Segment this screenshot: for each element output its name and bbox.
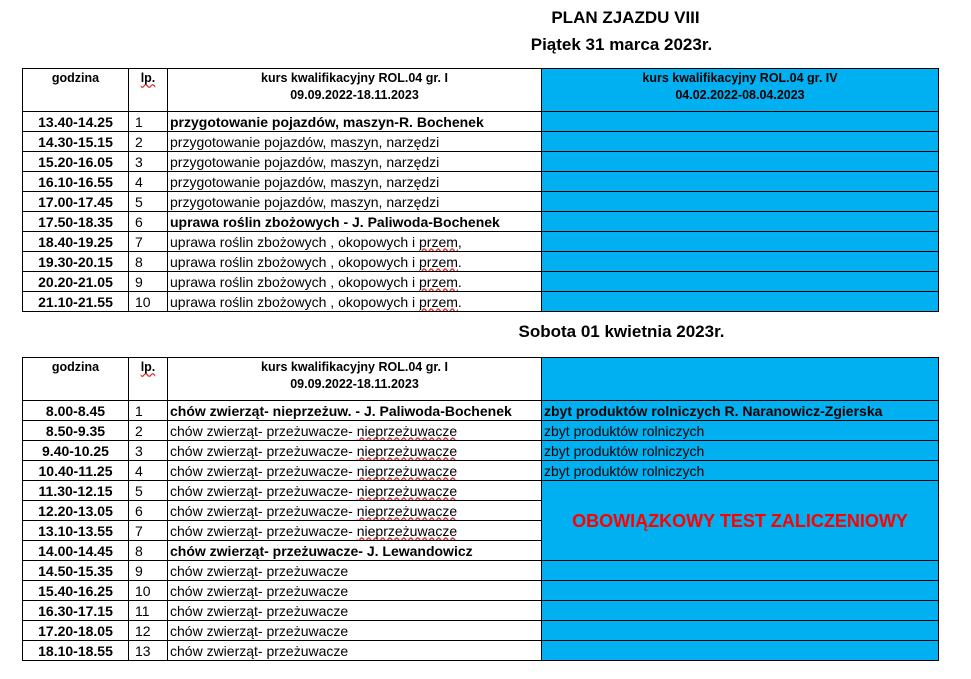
header-course-2 bbox=[542, 358, 939, 401]
group-iv-cell: zbyt produktów rolniczych bbox=[542, 441, 939, 461]
hour-cell: 12.20-13.05 bbox=[23, 501, 129, 521]
subject-cell: chów zwierząt- przeżuwacze bbox=[168, 621, 542, 641]
table-row bbox=[23, 441, 939, 461]
subject-cell: chów zwierząt- przeżuwacze bbox=[168, 641, 542, 661]
hour-cell: 21.10-21.55 bbox=[23, 292, 129, 312]
group-iv-cell bbox=[542, 581, 939, 601]
subject-cell: chów zwierząt- przeżuwacze- nieprzeżuwacze bbox=[168, 521, 542, 541]
group-iv-cell bbox=[542, 132, 939, 152]
friday-schedule-table bbox=[22, 68, 939, 312]
lp-cell: 10 bbox=[129, 581, 168, 601]
hour-cell: 10.40-11.25 bbox=[23, 461, 129, 481]
table-row bbox=[23, 621, 939, 641]
subject-cell: uprawa roślin zbożowych , okopowych i przem, bbox=[168, 232, 542, 252]
subject-cell: przygotowanie pojazdów, maszyn, narzędzi bbox=[168, 132, 542, 152]
lp-cell: 2 bbox=[129, 132, 168, 152]
saturday-schedule-table bbox=[22, 357, 939, 661]
subject-cell: uprawa roślin zbożowych , okopowych i przem. bbox=[168, 292, 542, 312]
subject-cell: przygotowanie pojazdów, maszyn, narzędzi bbox=[168, 172, 542, 192]
lp-cell: 12 bbox=[129, 621, 168, 641]
hour-cell: 13.10-13.55 bbox=[23, 521, 129, 541]
lp-cell: 7 bbox=[129, 232, 168, 252]
group-iv-cell bbox=[542, 641, 939, 661]
header-hour: godzina bbox=[23, 358, 129, 401]
lp-cell: 3 bbox=[129, 152, 168, 172]
mandatory-test-label: OBOWIĄZKOWY TEST ZALICZENIOWY bbox=[542, 481, 939, 561]
lp-cell: 5 bbox=[129, 481, 168, 501]
lp-cell: 8 bbox=[129, 252, 168, 272]
group-iv-cell bbox=[542, 152, 939, 172]
subject-cell: przygotowanie pojazdów, maszyn-R. Bochenek bbox=[168, 112, 542, 132]
lp-cell: 13 bbox=[129, 641, 168, 661]
subject-cell: przygotowanie pojazdów, maszyn, narzędzi bbox=[168, 192, 542, 212]
lp-cell: 5 bbox=[129, 192, 168, 212]
lp-cell: 4 bbox=[129, 172, 168, 192]
subject-cell: uprawa roślin zbożowych , okopowych i przem. bbox=[168, 252, 542, 272]
subject-cell: chów zwierząt- przeżuwacze- nieprzeżuwacze bbox=[168, 481, 542, 501]
subject-cell: uprawa roślin zbożowych - J. Paliwoda-Bochenek bbox=[168, 212, 542, 232]
lp-cell: 7 bbox=[129, 521, 168, 541]
header-lp: lp. bbox=[129, 69, 168, 112]
group-iv-cell: zbyt produktów rolniczych bbox=[542, 421, 939, 441]
subject-cell: chów zwierząt- przeżuwacze bbox=[168, 561, 542, 581]
lp-cell: 9 bbox=[129, 272, 168, 292]
hour-cell: 19.30-20.15 bbox=[23, 252, 129, 272]
table-row bbox=[23, 212, 939, 232]
table-row bbox=[23, 292, 939, 312]
group-iv-cell bbox=[542, 232, 939, 252]
lp-cell: 6 bbox=[129, 501, 168, 521]
table-header-row bbox=[23, 69, 939, 112]
lp-cell: 8 bbox=[129, 541, 168, 561]
subject-cell: chów zwierząt- przeżuwacze- nieprzeżuwacze bbox=[168, 421, 542, 441]
table-row bbox=[23, 232, 939, 252]
table-header-row bbox=[23, 358, 939, 401]
hour-cell: 16.10-16.55 bbox=[23, 172, 129, 192]
table-row bbox=[23, 421, 939, 441]
subject-cell: przygotowanie pojazdów, maszyn, narzędzi bbox=[168, 152, 542, 172]
header-hour: godzina bbox=[23, 69, 129, 112]
hour-cell: 14.00-14.45 bbox=[23, 541, 129, 561]
group-iv-cell bbox=[542, 252, 939, 272]
hour-cell: 18.40-19.25 bbox=[23, 232, 129, 252]
table-row bbox=[23, 272, 939, 292]
table-row bbox=[23, 461, 939, 481]
group-iv-cell bbox=[542, 112, 939, 132]
lp-cell: 1 bbox=[129, 401, 168, 421]
subject-cell: uprawa roślin zbożowych , okopowych i przem. bbox=[168, 272, 542, 292]
table-row bbox=[23, 172, 939, 192]
hour-cell: 9.40-10.25 bbox=[23, 441, 129, 461]
hour-cell: 11.30-12.15 bbox=[23, 481, 129, 501]
table-row bbox=[23, 481, 939, 501]
subject-cell: chów zwierząt- przeżuwacze bbox=[168, 601, 542, 621]
subject-cell: chów zwierząt- przeżuwacze- nieprzeżuwacze bbox=[168, 441, 542, 461]
lp-cell: 2 bbox=[129, 421, 168, 441]
subject-cell: chów zwierząt- przeżuwacze bbox=[168, 581, 542, 601]
table-row bbox=[23, 581, 939, 601]
table-row bbox=[23, 192, 939, 212]
group-iv-cell bbox=[542, 212, 939, 232]
hour-cell: 17.20-18.05 bbox=[23, 621, 129, 641]
saturday-heading: Sobota 01 kwietnia 2023r. bbox=[518, 322, 725, 341]
subject-cell: chów zwierząt- przeżuwacze- nieprzeżuwacze bbox=[168, 501, 542, 521]
table-row bbox=[23, 152, 939, 172]
lp-cell: 3 bbox=[129, 441, 168, 461]
document-title: PLAN ZJAZDU VIII bbox=[551, 8, 700, 27]
table-row bbox=[23, 252, 939, 272]
hour-cell: 20.20-21.05 bbox=[23, 272, 129, 292]
subject-cell: chów zwierząt- nieprzeżuw. - J. Paliwoda-Bochenek bbox=[168, 401, 542, 421]
header-course-1: kurs kwalifikacyjny ROL.04 gr. I 09.09.2022-18.11.2023 bbox=[168, 69, 542, 112]
hour-cell: 13.40-14.25 bbox=[23, 112, 129, 132]
table-row bbox=[23, 641, 939, 661]
hour-cell: 14.30-15.15 bbox=[23, 132, 129, 152]
lp-cell: 9 bbox=[129, 561, 168, 581]
header-course-2: kurs kwalifikacyjny ROL.04 gr. IV 04.02.2022-08.04.2023 bbox=[542, 69, 939, 112]
lp-cell: 4 bbox=[129, 461, 168, 481]
table-row bbox=[23, 601, 939, 621]
table-row bbox=[23, 561, 939, 581]
hour-cell: 14.50-15.35 bbox=[23, 561, 129, 581]
hour-cell: 8.50-9.35 bbox=[23, 421, 129, 441]
table-row bbox=[23, 401, 939, 421]
subject-cell: chów zwierząt- przeżuwacze- nieprzeżuwacze bbox=[168, 461, 542, 481]
lp-cell: 10 bbox=[129, 292, 168, 312]
hour-cell: 16.30-17.15 bbox=[23, 601, 129, 621]
hour-cell: 17.50-18.35 bbox=[23, 212, 129, 232]
group-iv-cell bbox=[542, 292, 939, 312]
hour-cell: 17.00-17.45 bbox=[23, 192, 129, 212]
group-iv-cell bbox=[542, 272, 939, 292]
hour-cell: 15.20-16.05 bbox=[23, 152, 129, 172]
hour-cell: 18.10-18.55 bbox=[23, 641, 129, 661]
friday-heading: Piątek 31 marca 2023r. bbox=[530, 35, 713, 54]
table-row bbox=[23, 132, 939, 152]
hour-cell: 15.40-16.25 bbox=[23, 581, 129, 601]
group-iv-cell bbox=[542, 621, 939, 641]
group-iv-cell bbox=[542, 601, 939, 621]
group-iv-cell bbox=[542, 172, 939, 192]
subject-cell: chów zwierząt- przeżuwacze- J. Lewandowicz bbox=[168, 541, 542, 561]
group-iv-cell bbox=[542, 561, 939, 581]
lp-cell: 1 bbox=[129, 112, 168, 132]
table-row bbox=[23, 112, 939, 132]
group-iv-cell bbox=[542, 192, 939, 212]
header-lp: lp. bbox=[129, 358, 168, 401]
hour-cell: 8.00-8.45 bbox=[23, 401, 129, 421]
header-course-1: kurs kwalifikacyjny ROL.04 gr. I 09.09.2022-18.11.2023 bbox=[168, 358, 542, 401]
lp-cell: 11 bbox=[129, 601, 168, 621]
group-iv-cell: zbyt produktów rolniczych bbox=[542, 461, 939, 481]
group-iv-cell: zbyt produktów rolniczych R. Naranowicz-Zgierska bbox=[542, 401, 939, 421]
lp-cell: 6 bbox=[129, 212, 168, 232]
